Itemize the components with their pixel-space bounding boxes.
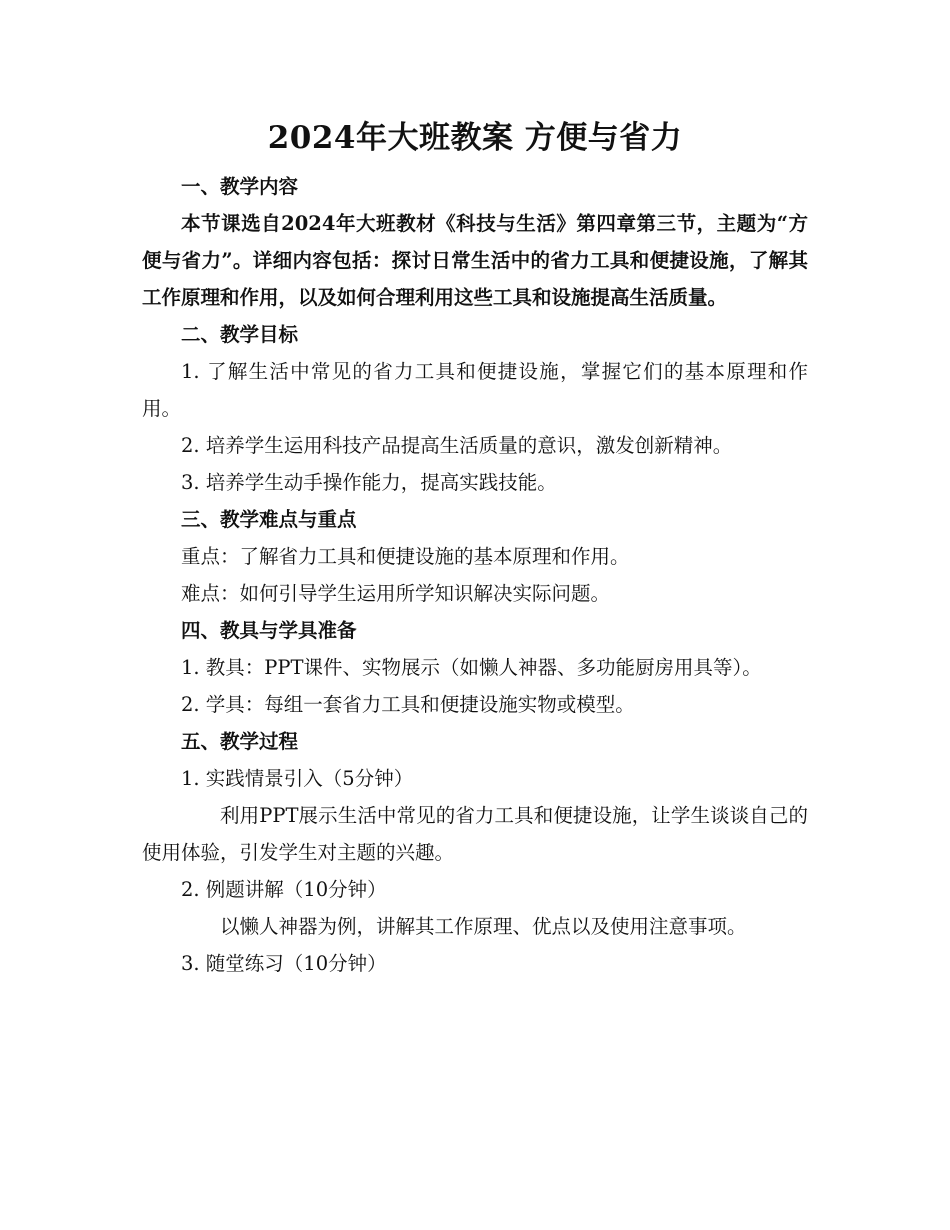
process-step-label: 2. 例题讲解（10分钟） — [181, 878, 387, 901]
section-heading-content: 一、教学内容 — [181, 175, 299, 198]
process-step-desc: 利用PPT展示生活中常见的省力工具和便捷设施，让学生谈谈自己的使用体验，引发学生对主题的兴趣。 — [142, 804, 808, 864]
objective-item: 1. 了解生活中常见的省力工具和便捷设施，掌握它们的基本原理和作用。 — [142, 360, 808, 420]
section-heading-process: 五、教学过程 — [181, 730, 299, 753]
keypoint-item: 难点：如何引导学生运用所学知识解决实际问题。 — [181, 582, 611, 605]
process-step-label: 1. 实践情景引入（5分钟） — [181, 767, 414, 790]
material-item: 1. 教具：PPT课件、实物展示（如懒人神器、多功能厨房用具等）。 — [181, 656, 762, 679]
objective-item: 2. 培养学生运用科技产品提高生活质量的意识，激发创新精神。 — [181, 434, 733, 457]
section-heading-materials: 四、教具与学具准备 — [181, 619, 357, 642]
document-title: 2024年大班教案 方便与省力 — [267, 120, 683, 156]
document-body — [142, 168, 808, 982]
section-heading-keypoints: 三、教学难点与重点 — [181, 508, 357, 531]
process-step-desc: 以懒人神器为例，讲解其工作原理、优点以及使用注意事项。 — [220, 915, 747, 938]
section-content-body: 本节课选自2024年大班教材《科技与生活》第四章第三节，主题为“方便与省力”。详细内容包括：探讨日常生活中的省力工具和便捷设施，了解其工作原理和作用，以及如何合理利用这些工具和设施提高生活质量。 — [142, 212, 808, 309]
keypoint-item: 重点：了解省力工具和便捷设施的基本原理和作用。 — [181, 545, 630, 568]
material-item: 2. 学具：每组一套省力工具和便捷设施实物或模型。 — [181, 693, 635, 716]
section-heading-objectives: 二、教学目标 — [181, 323, 299, 346]
process-step-label: 3. 随堂练习（10分钟） — [181, 952, 387, 975]
objective-item: 3. 培养学生动手操作能力，提高实践技能。 — [181, 471, 557, 494]
